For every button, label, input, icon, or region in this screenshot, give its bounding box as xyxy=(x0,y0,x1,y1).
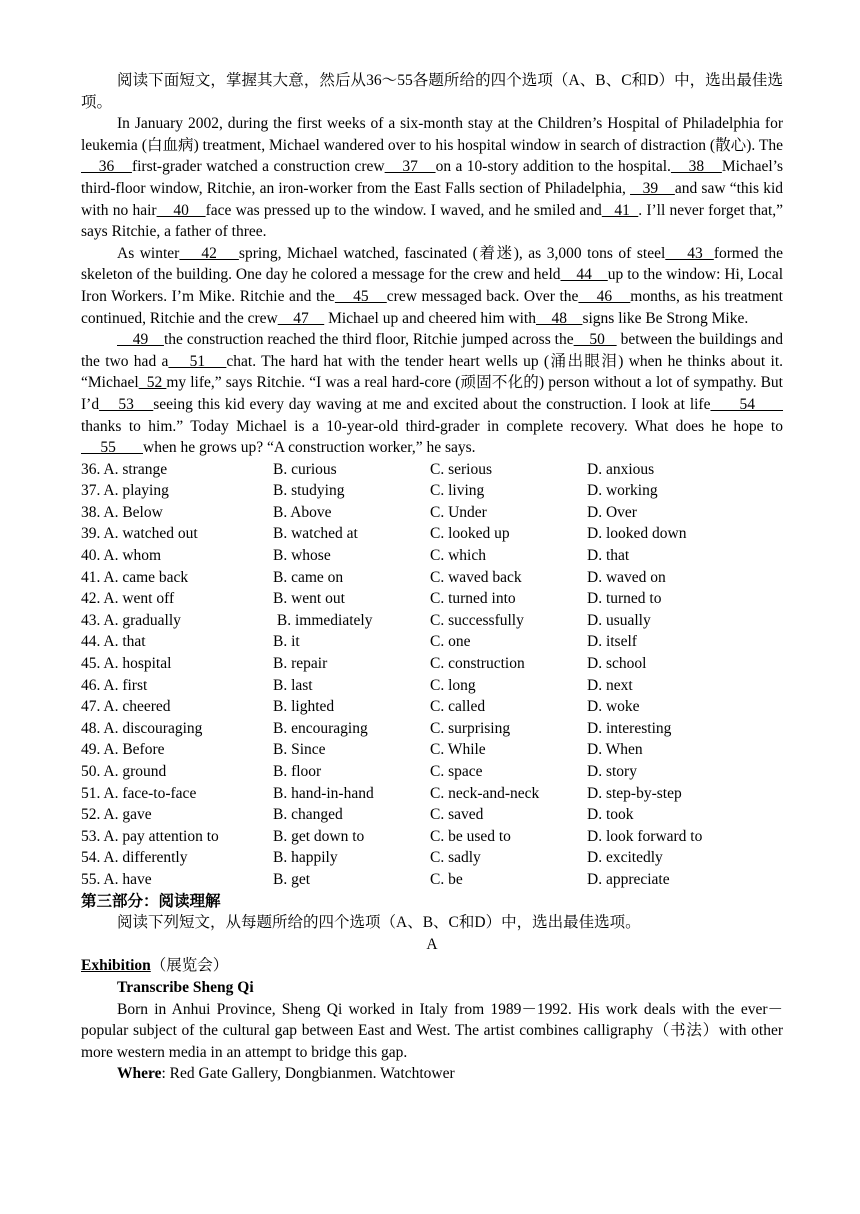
passage-text: face was pressed up to the window. I waved, and he smiled and xyxy=(205,201,602,219)
option-d: D. itself xyxy=(587,633,637,651)
option-b: B. studying xyxy=(273,482,345,500)
option-b: B. Above xyxy=(273,503,332,521)
option-b: B. encouraging xyxy=(273,719,368,737)
option-c: C. sadly xyxy=(430,849,481,867)
option-d: D. excitedly xyxy=(587,849,663,867)
passage-text: chat. The hard hat with the tender heart wells up (涌出眼泪) when he thinks about it. “Michael xyxy=(81,352,784,392)
option-d: D. woke xyxy=(587,698,640,716)
answer-blank: 55 xyxy=(81,439,143,457)
exhibition-title: Exhibition xyxy=(81,957,151,975)
exhibition-heading xyxy=(81,955,783,977)
option-d: D. next xyxy=(587,676,633,694)
option-c: C. which xyxy=(430,547,486,565)
option-c: C. be used to xyxy=(430,827,511,845)
option-row xyxy=(81,675,783,697)
option-d: D. anxious xyxy=(587,460,655,478)
option-b: B. it xyxy=(273,633,300,651)
answer-blank: 37 xyxy=(384,158,436,176)
answer-blank: 45 xyxy=(334,287,387,305)
option-b: B. immediately xyxy=(273,611,373,629)
option-b: B. changed xyxy=(273,806,343,824)
option-row xyxy=(81,480,783,502)
option-d: D. that xyxy=(587,547,630,565)
exhibition-where xyxy=(81,1063,783,1085)
option-a: 38. A. Below xyxy=(81,503,163,521)
option-a: 40. A. whom xyxy=(81,547,162,565)
option-d: D. turned to xyxy=(587,590,662,608)
passage-text: crew messaged back. Over the xyxy=(386,287,579,305)
option-b: B. Since xyxy=(273,741,326,759)
option-row xyxy=(81,826,783,848)
option-c: C. While xyxy=(430,741,486,759)
answer-blank: 47 xyxy=(277,309,325,327)
passage-text: up to the window: Hi, Local Iron Workers. I’m Mike. Ritchie and the xyxy=(81,266,783,305)
option-b: B. curious xyxy=(273,460,337,478)
option-a: 48. A. discouraging xyxy=(81,719,203,737)
option-d: D. Over xyxy=(587,503,637,521)
option-c: C. saved xyxy=(430,806,484,824)
answer-blank: 50 xyxy=(573,331,617,349)
option-d: D. working xyxy=(587,482,658,500)
part3-instructions: 阅读下列短文，从每题所给的四个选项（A、B、C和D）中，选出最佳选项。 xyxy=(117,914,641,932)
option-c: C. waved back xyxy=(430,568,522,586)
passage-text: my life,” says Ritchie. “I was a real hard-core (顽固不化的) person without a lot of sympathy. But I’d xyxy=(81,374,783,413)
passage-paragraph-1 xyxy=(81,113,783,243)
where-label: Where xyxy=(117,1065,162,1083)
option-row xyxy=(81,718,783,740)
option-row xyxy=(81,459,783,481)
answer-blank: 53 xyxy=(99,395,154,413)
option-b: B. happily xyxy=(273,849,338,867)
passage-text: . I’ll never forget that,” says Ritchie, a father of three. xyxy=(81,201,784,241)
option-a: 41. A. came back xyxy=(81,568,189,586)
option-d: D. When xyxy=(587,741,643,759)
option-d: D. step-by-step xyxy=(587,784,682,802)
option-c: C. Under xyxy=(430,503,487,521)
passage-text: Michael up and cheered him with xyxy=(324,309,536,327)
option-b: B. watched at xyxy=(273,525,358,543)
option-a: 47. A. cheered xyxy=(81,698,171,716)
option-c: C. long xyxy=(430,676,476,694)
option-c: C. surprising xyxy=(430,719,511,737)
passage-text: signs like Be Strong Mike. xyxy=(582,309,749,327)
passage-text: on a 10-story addition to the hospital. xyxy=(435,158,671,176)
passage-text: In January 2002, during the first weeks of a six-month stay at the Children’s Hospital of Philadelphia for leukemia (白血病) treatment, Michael wandered over to his hospital window in search of distraction (散心). The xyxy=(81,115,783,154)
option-row xyxy=(81,610,783,632)
option-row xyxy=(81,631,783,653)
part3-heading: 第三部分：阅读理解 xyxy=(81,892,221,910)
option-c: C. be xyxy=(430,870,463,888)
option-a: 37. A. playing xyxy=(81,482,169,500)
passage-text: thanks to him.” Today Michael is a 10-year-old third-grader in complete recovery. What does he hope to xyxy=(81,417,783,435)
option-a: 39. A. watched out xyxy=(81,525,198,543)
answer-blank: 39 xyxy=(630,179,675,197)
option-row xyxy=(81,588,783,610)
option-c: C. turned into xyxy=(430,590,516,608)
options-list xyxy=(81,459,783,891)
option-row xyxy=(81,653,783,675)
section-letter: A xyxy=(426,935,438,953)
option-row xyxy=(81,783,783,805)
option-a: 43. A. gradually xyxy=(81,611,181,629)
answer-blank: 41 xyxy=(601,201,639,219)
answer-blank: 49 xyxy=(117,331,164,349)
document-page xyxy=(81,70,783,1085)
where-value: : Red Gate Gallery, Dongbianmen. Watchtower xyxy=(161,1065,455,1083)
option-b: B. lighted xyxy=(273,698,335,716)
option-c: C. called xyxy=(430,698,486,716)
answer-blank: 43 xyxy=(665,244,714,262)
option-d: D. took xyxy=(587,806,634,824)
option-b: B. hand-in-hand xyxy=(273,784,374,802)
answer-blank: 44 xyxy=(560,266,608,284)
option-a: 55. A. have xyxy=(81,870,152,888)
option-a: 50. A. ground xyxy=(81,763,167,780)
option-b: B. floor xyxy=(273,763,322,780)
option-a: 36. A. strange xyxy=(81,460,168,478)
option-row xyxy=(81,869,783,891)
option-a: 45. A. hospital xyxy=(81,655,172,673)
option-b: B. repair xyxy=(273,655,328,673)
passage-text: when he grows up? “A construction worker,” he says. xyxy=(143,439,476,457)
passage-text: Michael’s third-floor window, Ritchie, an iron-worker from the East Falls section of Philadelphia, xyxy=(81,158,783,197)
passage-text: months, as his treatment continued, Ritchie and the crew xyxy=(81,287,783,327)
option-d: D. waved on xyxy=(587,568,666,586)
passage-text: first-grader watched a construction crew xyxy=(131,158,385,176)
answer-blank: 51 xyxy=(168,352,227,370)
option-d: D. look forward to xyxy=(587,827,703,845)
passage-text: between the buildings and the two had a xyxy=(81,331,784,370)
passage-text: spring, Michael watched, fascinated (着迷), as 3,000 tons of steel xyxy=(238,244,666,262)
option-a: 42. A. went off xyxy=(81,590,175,608)
option-b: B. get xyxy=(273,870,311,888)
answer-blank: 46 xyxy=(578,287,631,305)
option-row xyxy=(81,545,783,567)
option-a: 54. A. differently xyxy=(81,849,188,867)
option-row xyxy=(81,739,783,761)
option-c: C. construction xyxy=(430,655,525,673)
answer-blank: 52 xyxy=(138,374,167,392)
answer-blank: 42 xyxy=(179,244,239,262)
option-row xyxy=(81,696,783,718)
option-row xyxy=(81,502,783,524)
option-b: B. whose xyxy=(273,547,331,565)
answer-blank: 48 xyxy=(535,309,583,327)
option-a: 49. A. Before xyxy=(81,741,165,759)
option-c: C. one xyxy=(430,633,471,651)
exhibition-item-title: Transcribe Sheng Qi xyxy=(117,978,254,996)
option-b: B. last xyxy=(273,676,313,694)
option-c: C. serious xyxy=(430,460,492,478)
option-b: B. went out xyxy=(273,590,345,608)
answer-blank: 40 xyxy=(156,201,206,219)
passage-text: seeing this kid every day waving at me and excited about the construction. I look at life xyxy=(153,395,711,413)
option-d: D. usually xyxy=(587,611,651,629)
passage-paragraph-2 xyxy=(81,243,783,329)
passage-paragraph-3 xyxy=(81,329,783,459)
answer-blank: 54 xyxy=(710,395,784,413)
option-row xyxy=(81,847,783,869)
exhibition-note: （展览会） xyxy=(150,957,229,975)
option-row xyxy=(81,567,783,589)
option-c: C. living xyxy=(430,482,485,500)
option-d: D. looked down xyxy=(587,525,687,543)
passage-text: the construction reached the third floor, Ritchie jumped across the xyxy=(163,331,574,349)
option-row xyxy=(81,761,783,783)
option-d: D. appreciate xyxy=(587,870,670,888)
option-a: 52. A. gave xyxy=(81,806,152,824)
passage-text: formed the skeleton of the building. One day he colored a message for the crew and held xyxy=(81,244,784,284)
exhibition-item-body: Born in Anhui Province, Sheng Qi worked in Italy from 1989－1992. His work deals with the ever－popular subject of the cultural gap between East and West. The artist combines calligraphy（书法）with other more western media in an attempt to bridge this gap. xyxy=(81,1000,783,1061)
answer-blank: 38 xyxy=(670,158,722,176)
option-d: D. school xyxy=(587,655,647,673)
option-c: C. successfully xyxy=(430,611,524,629)
option-b: B. came on xyxy=(273,568,344,586)
option-a: 46. A. first xyxy=(81,676,148,694)
option-c: C. neck-and-neck xyxy=(430,784,540,802)
option-c: C. space xyxy=(430,763,483,780)
passage-text: As winter xyxy=(117,244,180,262)
passage-text: and saw “this kid with no hair xyxy=(81,179,783,219)
option-row xyxy=(81,523,783,545)
option-b: B. get down to xyxy=(273,827,365,845)
option-d: D. story xyxy=(587,763,637,780)
option-d: D. interesting xyxy=(587,719,672,737)
cloze-instructions: 阅读下面短文，掌握其大意，然后从36～55各题所给的四个选项（A、B、C和D）中，选出最佳选项。 xyxy=(81,72,783,111)
option-a: 44. A. that xyxy=(81,633,146,651)
answer-blank: 36 xyxy=(81,158,132,176)
option-row xyxy=(81,804,783,826)
option-a: 51. A. face-to-face xyxy=(81,784,197,802)
option-c: C. looked up xyxy=(430,525,510,543)
option-a: 53. A. pay attention to xyxy=(81,827,219,845)
